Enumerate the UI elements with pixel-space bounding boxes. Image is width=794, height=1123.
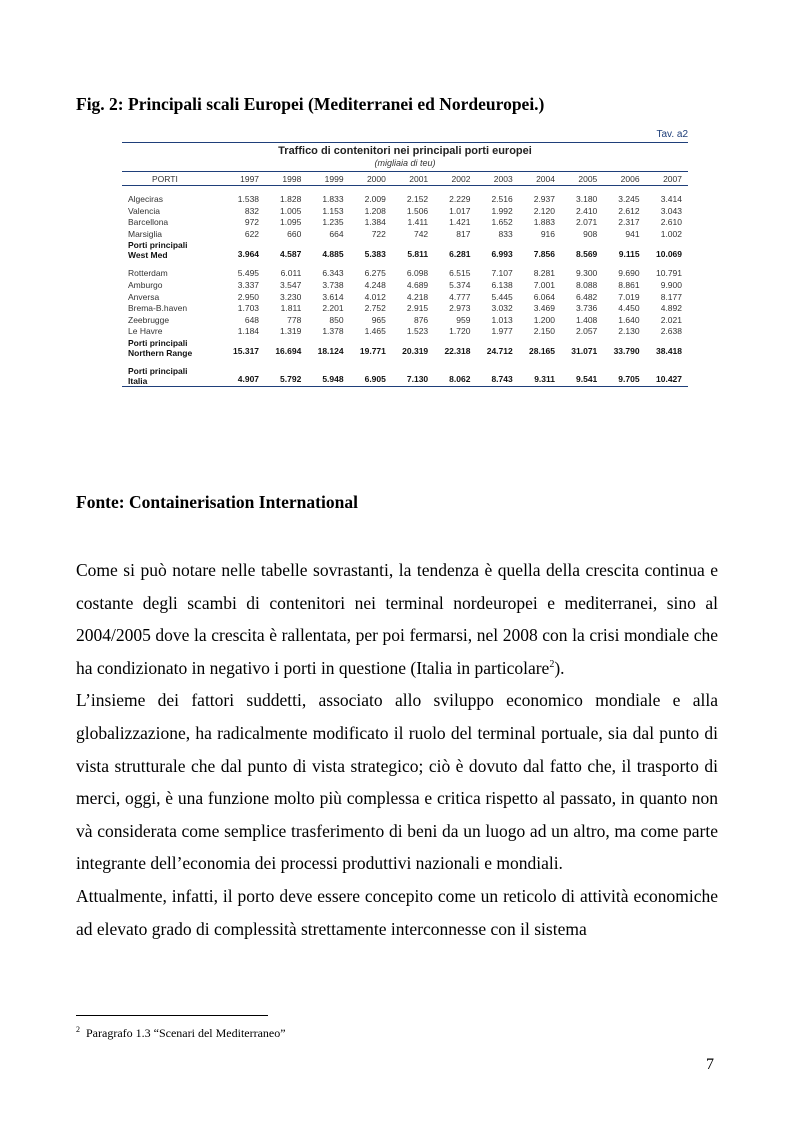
- value-cell: 1.017: [449, 205, 471, 216]
- value-cell: 5.374: [449, 279, 471, 290]
- value-cell: 7.001: [533, 279, 555, 290]
- table-number-label: Tav. a2: [656, 129, 688, 140]
- value-cell: 1.523: [406, 326, 429, 337]
- value-cell: 941: [625, 228, 640, 239]
- value-cell: 742: [413, 228, 429, 239]
- body-text: [76, 554, 718, 945]
- value-cell: 2.120: [533, 205, 555, 216]
- total-value-cell: 4.885: [322, 248, 344, 259]
- value-cell: 2.071: [576, 217, 598, 228]
- header-cell: 2007: [646, 172, 688, 186]
- total-value-cell: 5.948: [307, 366, 349, 387]
- spacer-row: [122, 260, 688, 268]
- total-name-cell: [122, 240, 223, 260]
- total-name-line2: Italia: [128, 375, 148, 386]
- value-cell: 2.201: [322, 303, 344, 314]
- value-cell: 6.275: [364, 268, 386, 279]
- value-cell: 10.791: [656, 268, 682, 279]
- table-row: [122, 229, 688, 241]
- total-value-cell: 19.771: [359, 346, 386, 357]
- table-row: [122, 206, 688, 218]
- header-cell: 1999: [307, 172, 349, 186]
- value-cell: 3.414: [660, 194, 682, 204]
- port-name-cell: Valencia: [128, 205, 160, 216]
- total-value-cell: 4.587: [280, 248, 302, 259]
- total-value-cell: 15.317: [233, 346, 260, 357]
- total-value-cell: 20.319: [402, 346, 429, 357]
- value-cell: 3.043: [660, 205, 682, 216]
- value-cell: 2.229: [449, 194, 471, 204]
- spacer-cell: [122, 186, 688, 195]
- total-value-cell: 3.964: [237, 248, 260, 259]
- total-value-cell: 24.712: [486, 346, 513, 357]
- value-cell: 1.652: [491, 217, 513, 228]
- total-row: [122, 338, 688, 358]
- value-cell: 5.495: [237, 268, 260, 279]
- total-value-cell: 38.418: [656, 346, 682, 357]
- total-name-line2: Northern Range: [128, 347, 193, 358]
- value-cell: 722: [371, 228, 386, 239]
- value-cell: 9.690: [618, 268, 640, 279]
- value-cell: 778: [287, 314, 302, 325]
- total-value-cell: 7.130: [392, 366, 434, 387]
- value-cell: 1.384: [364, 217, 386, 228]
- value-cell: 4.892: [660, 303, 682, 314]
- value-cell: 4.689: [406, 279, 429, 290]
- value-cell: 3.032: [491, 303, 513, 314]
- value-cell: 2.610: [660, 217, 682, 228]
- spacer-row: [122, 358, 688, 366]
- value-cell: 1.235: [322, 217, 344, 228]
- total-value-cell: 10.069: [656, 248, 682, 259]
- total-value-cell: 5.792: [265, 366, 307, 387]
- value-cell: 2.973: [449, 303, 471, 314]
- source-line: Fonte: Containerisation International: [76, 492, 358, 512]
- value-cell: 4.218: [406, 291, 429, 302]
- header-cell: PORTI: [122, 172, 223, 186]
- value-cell: 4.248: [364, 279, 386, 290]
- value-cell: 9.900: [660, 279, 682, 290]
- value-cell: 965: [371, 314, 386, 325]
- value-cell: 2.638: [660, 326, 682, 337]
- total-value-cell: 6.993: [491, 248, 513, 259]
- value-cell: 2.752: [364, 303, 386, 314]
- value-cell: 1.005: [280, 205, 302, 216]
- total-value-cell: 5.811: [407, 248, 429, 259]
- total-value-cell: 9.541: [561, 366, 603, 387]
- value-cell: 2.612: [618, 205, 640, 216]
- value-cell: 832: [244, 205, 260, 216]
- total-name-cell: [122, 338, 223, 358]
- total-name-line1: Porti principali: [128, 365, 188, 376]
- value-cell: 622: [244, 228, 260, 239]
- value-cell: 3.469: [533, 303, 555, 314]
- total-value-cell: 9.115: [618, 248, 640, 259]
- total-value-cell: 8.062: [434, 366, 476, 387]
- total-value-cell: 5.383: [364, 248, 386, 259]
- value-cell: 8.861: [618, 279, 640, 290]
- port-name-cell: Marsiglia: [128, 228, 163, 239]
- value-cell: 1.013: [491, 314, 513, 325]
- port-name-cell: Barcellona: [128, 217, 169, 228]
- header-cell: 2003: [476, 172, 518, 186]
- footnote: [76, 1025, 286, 1041]
- total-value-cell: 33.790: [613, 346, 640, 357]
- header-cell: 1997: [223, 172, 265, 186]
- value-cell: 8.088: [576, 279, 598, 290]
- value-cell: 2.915: [406, 303, 429, 314]
- value-cell: 6.098: [406, 268, 429, 279]
- paragraph-2: L’insieme dei fattori suddetti, associato allo sviluppo economico mondiale e alla globalizzazione, ha radicalmente modificato il ruolo del terminal portuale, sia dal punto di vista strutturale che dal punto di vista strategico; ciò è dovuto dal fatto che, il trasporto di merci, oggi, è una funzione molto più complessa e critica rispetto al passato, in quanto non và considerata come semplice trasferimento di beni da un luogo ad un altro, ma come parte integrante dell’economia dei processi produttivi nazionali e mondiali.: [76, 690, 718, 874]
- value-cell: 4.450: [618, 303, 640, 314]
- port-name-cell: Le Havre: [128, 326, 163, 337]
- value-cell: 817: [456, 228, 471, 239]
- total-value-cell: 18.124: [317, 346, 344, 357]
- spacer-cell: [122, 260, 688, 268]
- traffic-table-figure: [122, 128, 688, 387]
- table-row: [122, 268, 688, 280]
- value-cell: 850: [329, 314, 344, 325]
- table-row: [122, 194, 688, 206]
- value-cell: 916: [540, 228, 555, 239]
- value-cell: 1.833: [322, 194, 344, 204]
- table-row: [122, 217, 688, 229]
- table-body: [122, 186, 688, 387]
- value-cell: 972: [244, 217, 260, 228]
- total-value-cell: 4.907: [223, 366, 265, 387]
- port-name-cell: Anversa: [128, 291, 160, 302]
- value-cell: 1.720: [449, 326, 471, 337]
- port-name-cell: Rotterdam: [128, 268, 168, 279]
- value-cell: 3.245: [618, 194, 640, 204]
- value-cell: 1.378: [322, 326, 344, 337]
- page-number: 7: [706, 1056, 714, 1073]
- value-cell: 3.337: [237, 279, 260, 290]
- header-cell: 2001: [392, 172, 434, 186]
- value-cell: 3.547: [280, 279, 302, 290]
- table-title: Traffico di contenitori nei principali porti europei: [278, 145, 532, 157]
- figure-caption: Fig. 2: Principali scali Europei (Mediterranei ed Nordeuropei.): [76, 94, 545, 114]
- total-value-cell: 8.569: [576, 248, 598, 259]
- value-cell: 660: [287, 228, 302, 239]
- footnote-separator: [76, 1015, 268, 1016]
- spacer-row: [122, 186, 688, 195]
- header-cell: 2006: [603, 172, 645, 186]
- footnote-text: Paragrafo 1.3 “Scenari del Mediterraneo”: [86, 1026, 286, 1040]
- value-cell: 833: [498, 228, 513, 239]
- value-cell: 1.095: [280, 217, 302, 228]
- value-cell: 1.992: [491, 205, 513, 216]
- total-value-cell: 6.905: [350, 366, 392, 387]
- header-cell: 2000: [350, 172, 392, 186]
- total-value-cell: 28.165: [529, 346, 555, 357]
- total-value-cell: 9.705: [603, 366, 645, 387]
- value-cell: 1.977: [491, 326, 513, 337]
- value-cell: 6.343: [322, 268, 344, 279]
- value-cell: 2.152: [406, 194, 429, 204]
- value-cell: 2.317: [618, 217, 640, 228]
- table-row: [122, 303, 688, 315]
- table-title-block: [122, 142, 688, 169]
- table-header-row: [122, 172, 688, 186]
- footnote-reference: 2: [549, 658, 555, 670]
- value-cell: 2.937: [533, 194, 555, 204]
- value-cell: 7.107: [491, 268, 513, 279]
- total-name-line2: West Med: [128, 250, 168, 261]
- value-cell: 1.153: [322, 205, 344, 216]
- paragraph-1: Come si può notare nelle tabelle sovrastanti, la tendenza è quella della crescita continua e costante degli scambi di contenitori nei terminal nordeuropei e mediterranei, sino al 2004/2005 dove la crescita è rallentata, per poi fermarsi, nel 2008 con la crisi mondiale che ha condizionato in negativo i porti in questione (Italia in particolare$^2$).: [76, 560, 718, 678]
- value-cell: 2.516: [491, 194, 513, 204]
- value-cell: 7.019: [618, 291, 640, 302]
- value-cell: 1.883: [533, 217, 555, 228]
- value-cell: 648: [244, 314, 260, 325]
- value-cell: 2.410: [576, 205, 598, 216]
- table-row: [122, 280, 688, 292]
- header-cell: 2002: [434, 172, 476, 186]
- value-cell: 1.002: [660, 228, 682, 239]
- value-cell: 1.319: [280, 326, 302, 337]
- total-value-cell: 6.281: [449, 248, 471, 259]
- value-cell: 1.506: [406, 205, 429, 216]
- value-cell: 1.408: [576, 314, 598, 325]
- total-value-cell: 31.071: [571, 346, 598, 357]
- value-cell: 1.465: [364, 326, 386, 337]
- port-name-cell: Algeciras: [128, 194, 163, 204]
- total-value-cell: 16.694: [275, 346, 302, 357]
- total-value-cell: 8.743: [476, 366, 518, 387]
- spacer-cell: [122, 358, 688, 366]
- value-cell: 6.011: [280, 268, 302, 279]
- value-cell: 1.828: [280, 194, 302, 204]
- footnote-mark: 2: [76, 1025, 80, 1034]
- value-cell: 4.777: [449, 291, 471, 302]
- value-cell: 1.200: [533, 314, 555, 325]
- value-cell: 3.736: [576, 303, 598, 314]
- value-cell: 9.300: [576, 268, 598, 279]
- value-cell: 2.057: [576, 326, 598, 337]
- total-value-cell: 7.856: [533, 248, 555, 259]
- value-cell: 3.738: [322, 279, 344, 290]
- value-cell: 4.012: [364, 291, 386, 302]
- total-row: [122, 366, 688, 387]
- port-name-cell: Brema-B.haven: [128, 303, 188, 314]
- value-cell: 1.208: [364, 205, 386, 216]
- total-name-line1: Porti principali: [128, 337, 188, 348]
- value-cell: 959: [456, 314, 471, 325]
- container-traffic-table: [122, 171, 688, 387]
- total-value-cell: 9.311: [519, 366, 561, 387]
- value-cell: 664: [329, 228, 344, 239]
- value-cell: 1.538: [237, 194, 260, 204]
- table-subtitle: (migliaia di teu): [374, 158, 436, 168]
- total-value-cell: 22.318: [444, 346, 471, 357]
- value-cell: 5.445: [491, 291, 513, 302]
- value-cell: 2.130: [618, 326, 640, 337]
- value-cell: 2.150: [533, 326, 555, 337]
- value-cell: 3.614: [322, 291, 344, 302]
- value-cell: 908: [583, 228, 598, 239]
- port-name-cell: Amburgo: [128, 279, 163, 290]
- table-row: [122, 315, 688, 327]
- value-cell: 2.021: [660, 314, 682, 325]
- value-cell: 3.230: [280, 291, 302, 302]
- port-name-cell: Zeebrugge: [128, 314, 170, 325]
- value-cell: 6.138: [491, 279, 513, 290]
- value-cell: 1.640: [618, 314, 640, 325]
- value-cell: 876: [413, 314, 429, 325]
- value-cell: 2.950: [237, 291, 260, 302]
- paragraph-3: Attualmente, infatti, il porto deve essere concepito come un reticolo di attività economiche ad elevato grado di complessità strettamente interconnesse con il sistema: [76, 885, 718, 939]
- value-cell: 1.184: [237, 326, 260, 337]
- value-cell: 6.064: [533, 291, 555, 302]
- value-cell: 1.411: [407, 217, 429, 228]
- value-cell: 6.482: [576, 291, 598, 302]
- value-cell: 8.177: [660, 291, 682, 302]
- value-cell: 6.515: [449, 268, 471, 279]
- total-row: [122, 240, 688, 260]
- value-cell: 1.421: [449, 217, 471, 228]
- table-row: [122, 292, 688, 304]
- total-value-cell: 10.427: [646, 366, 688, 387]
- value-cell: 2.009: [364, 194, 386, 204]
- value-cell: 8.281: [533, 268, 555, 279]
- header-cell: 1998: [265, 172, 307, 186]
- total-name-line1: Porti principali: [128, 240, 188, 251]
- header-cell: 2005: [561, 172, 603, 186]
- total-name-cell: [122, 366, 223, 387]
- header-cell: 2004: [519, 172, 561, 186]
- value-cell: 1.811: [280, 303, 302, 314]
- table-row: [122, 326, 688, 338]
- value-cell: 1.703: [237, 303, 260, 314]
- value-cell: 3.180: [576, 194, 598, 204]
